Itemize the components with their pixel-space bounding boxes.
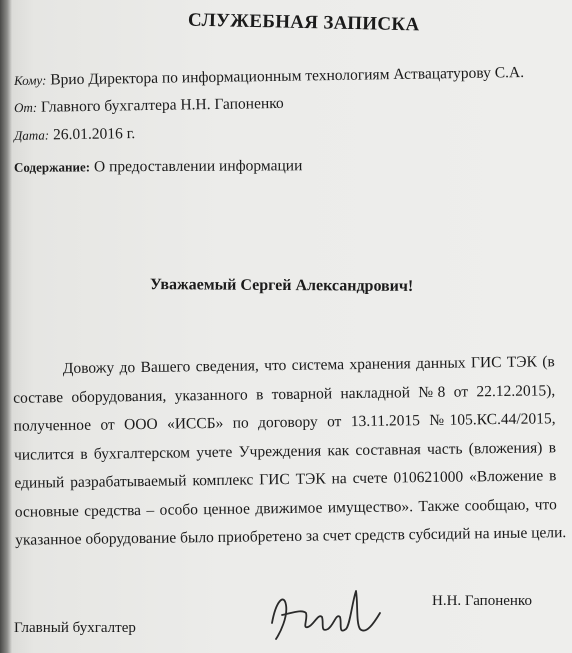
to-value: Врио Директора по информационным технологиям Аствацатурову С.А. xyxy=(50,63,525,89)
greeting: Уважаемый Сергей Александрович! xyxy=(149,276,414,295)
to-label: Кому: xyxy=(13,72,47,89)
date-field xyxy=(14,125,135,145)
body-line: составе оборудования, указанного в товарной накладной №8 от 22.12.2015), xyxy=(13,381,556,407)
from-label: От: xyxy=(13,99,38,116)
from-field xyxy=(14,95,284,117)
to-field xyxy=(14,64,524,90)
subject-label: Содержание: xyxy=(13,159,91,175)
body-line: полученное от ООО «ИССБ» по договору от 13.11.2015 №105.КС.44/2015, xyxy=(13,410,556,435)
date-label: Дата: xyxy=(13,127,50,143)
handwritten-signature xyxy=(262,583,392,648)
body-line: единый разрабатываемый комплекс ГИС ТЭК на счете 010621000 «Вложение в xyxy=(14,467,557,492)
body-line: числится в бухгалтерском учете Учреждения как составная часть (вложения) в xyxy=(13,438,557,464)
from-value: Главного бухгалтера Н.Н. Гапоненко xyxy=(40,94,284,116)
subject-field xyxy=(14,157,302,177)
memo-body xyxy=(13,348,567,555)
date-value: 26.01.2016 г. xyxy=(52,125,136,144)
body-line: Довожу до Вашего сведения, что система хранения данных ГИС ТЭК (в xyxy=(62,353,555,378)
signer-position: Главный бухгалтер xyxy=(14,620,136,636)
page-binding-shadow xyxy=(0,0,12,653)
body-line: указанное оборудование было приобретено за счет средств субсидий на иные цели. xyxy=(15,524,567,549)
memo-title: СЛУЖЕБНАЯ ЗАПИСКА xyxy=(187,9,420,36)
body-line: основные средства – особо ценное движимое имущество». Также сообщаю, что xyxy=(14,495,557,521)
signer-name: Н.Н. Гапоненко xyxy=(432,593,532,609)
subject-value: О предоставлении информации xyxy=(93,157,303,176)
